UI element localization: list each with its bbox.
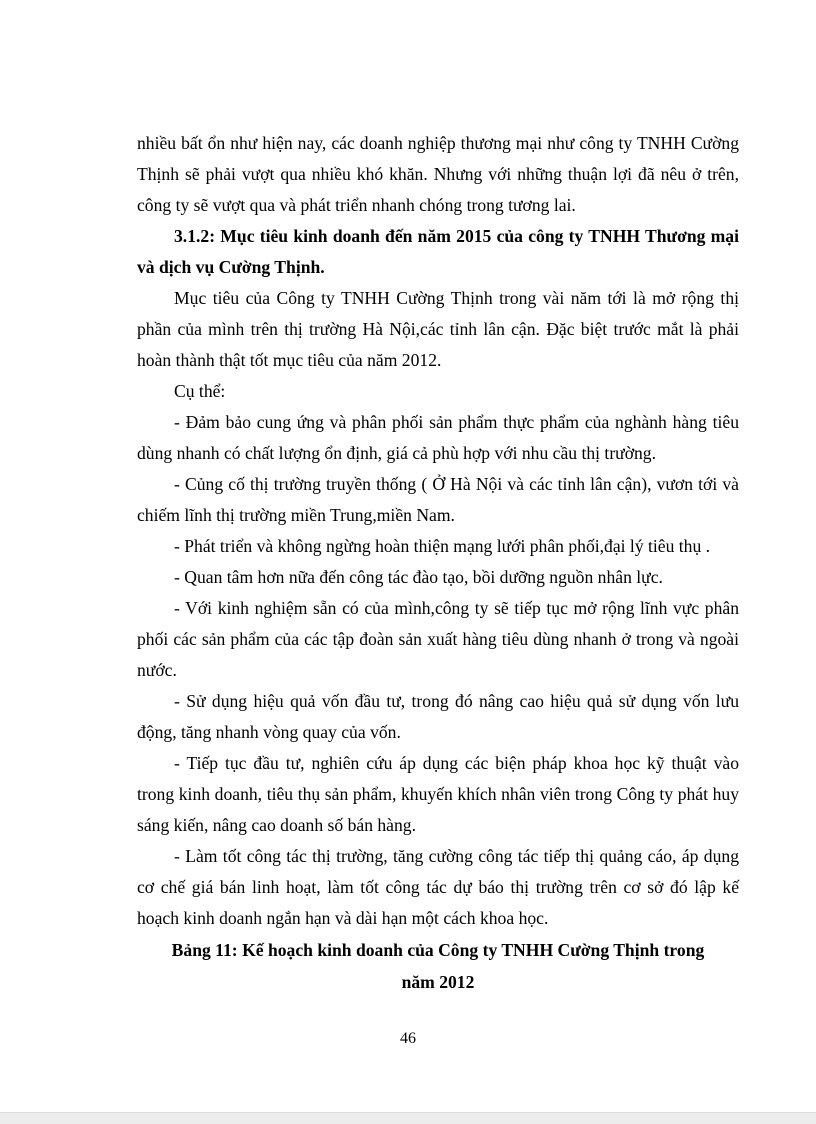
paragraph-objective: Mục tiêu của Công ty TNHH Cường Thịnh trong vài năm tới là mở rộng thị phần của mình trên thị trường Hà Nội,các tỉnh lân cận. Đặc biệt trước mắt là phải hoàn thành thật tốt mục tiêu của năm 2012. [137, 288, 739, 370]
list-item: - Phát triển và không ngừng hoàn thiện mạng lưới phân phối,đại lý tiêu thụ . [174, 536, 711, 556]
page-bottom-edge [0, 1112, 816, 1124]
list-item: - Làm tốt công tác thị trường, tăng cường công tác tiếp thị quảng cáo, áp dụng cơ chế giá bán linh hoạt, làm tốt công tác dự báo thị trường trên cơ sở đó lập kế hoạch kinh doanh ngắn hạn và dài hạn một cách khoa học. [137, 846, 739, 928]
table-caption-line2: năm 2012 [401, 972, 475, 992]
list-item: - Sử dụng hiệu quả vốn đầu tư, trong đó nâng cao hiệu quả sử dụng vốn lưu động, tăng nhanh vòng quay của vốn. [137, 691, 739, 742]
list-item: - Củng cố thị trường truyền thống ( Ở Hà Nội và các tỉnh lân cận), vươn tới và chiếm lĩnh thị trường miền Trung,miền Nam. [137, 474, 739, 525]
paragraph-intro: nhiều bất ổn như hiện nay, các doanh nghiệp thương mại như công ty TNHH Cường Thịnh sẽ phải vượt qua nhiều khó khăn. Nhưng với những thuận lợi đã nêu ở trên, công ty sẽ vượt qua và phát triển nhanh chóng trong tương lai. [137, 133, 739, 215]
body-text [137, 128, 739, 998]
list-item: - Đảm bảo cung ứng và phân phối sản phẩm thực phẩm của nghành hàng tiêu dùng nhanh có chất lượng ổn định, giá cả phù hợp với nhu cầu thị trường. [137, 412, 739, 463]
page-number: 46 [400, 1030, 416, 1047]
section-heading: 3.1.2: Mục tiêu kinh doanh đến năm 2015 của công ty TNHH Thương mại và dịch vụ Cường Thịnh. [137, 226, 739, 277]
list-item: - Với kinh nghiệm sẵn có của mình,công ty sẽ tiếp tục mở rộng lĩnh vực phân phối các sản phẩm của các tập đoàn sản xuất hàng tiêu dùng nhanh ở trong và ngoài nước. [137, 598, 739, 680]
list-item: - Tiếp tục đầu tư, nghiên cứu áp dụng các biện pháp khoa học kỹ thuật vào trong kinh doanh, tiêu thụ sản phẩm, khuyến khích nhân viên trong Công ty phát huy sáng kiến, nâng cao doanh số bán hàng. [137, 753, 739, 835]
table-caption-line1: Bảng 11: Kế hoạch kinh doanh của Công ty TNHH Cường Thịnh trong [171, 940, 705, 960]
paragraph-specifics-label: Cụ thể: [174, 381, 226, 401]
list-item: - Quan tâm hơn nữa đến công tác đào tạo, bồi dưỡng nguồn nhân lực. [174, 567, 663, 587]
